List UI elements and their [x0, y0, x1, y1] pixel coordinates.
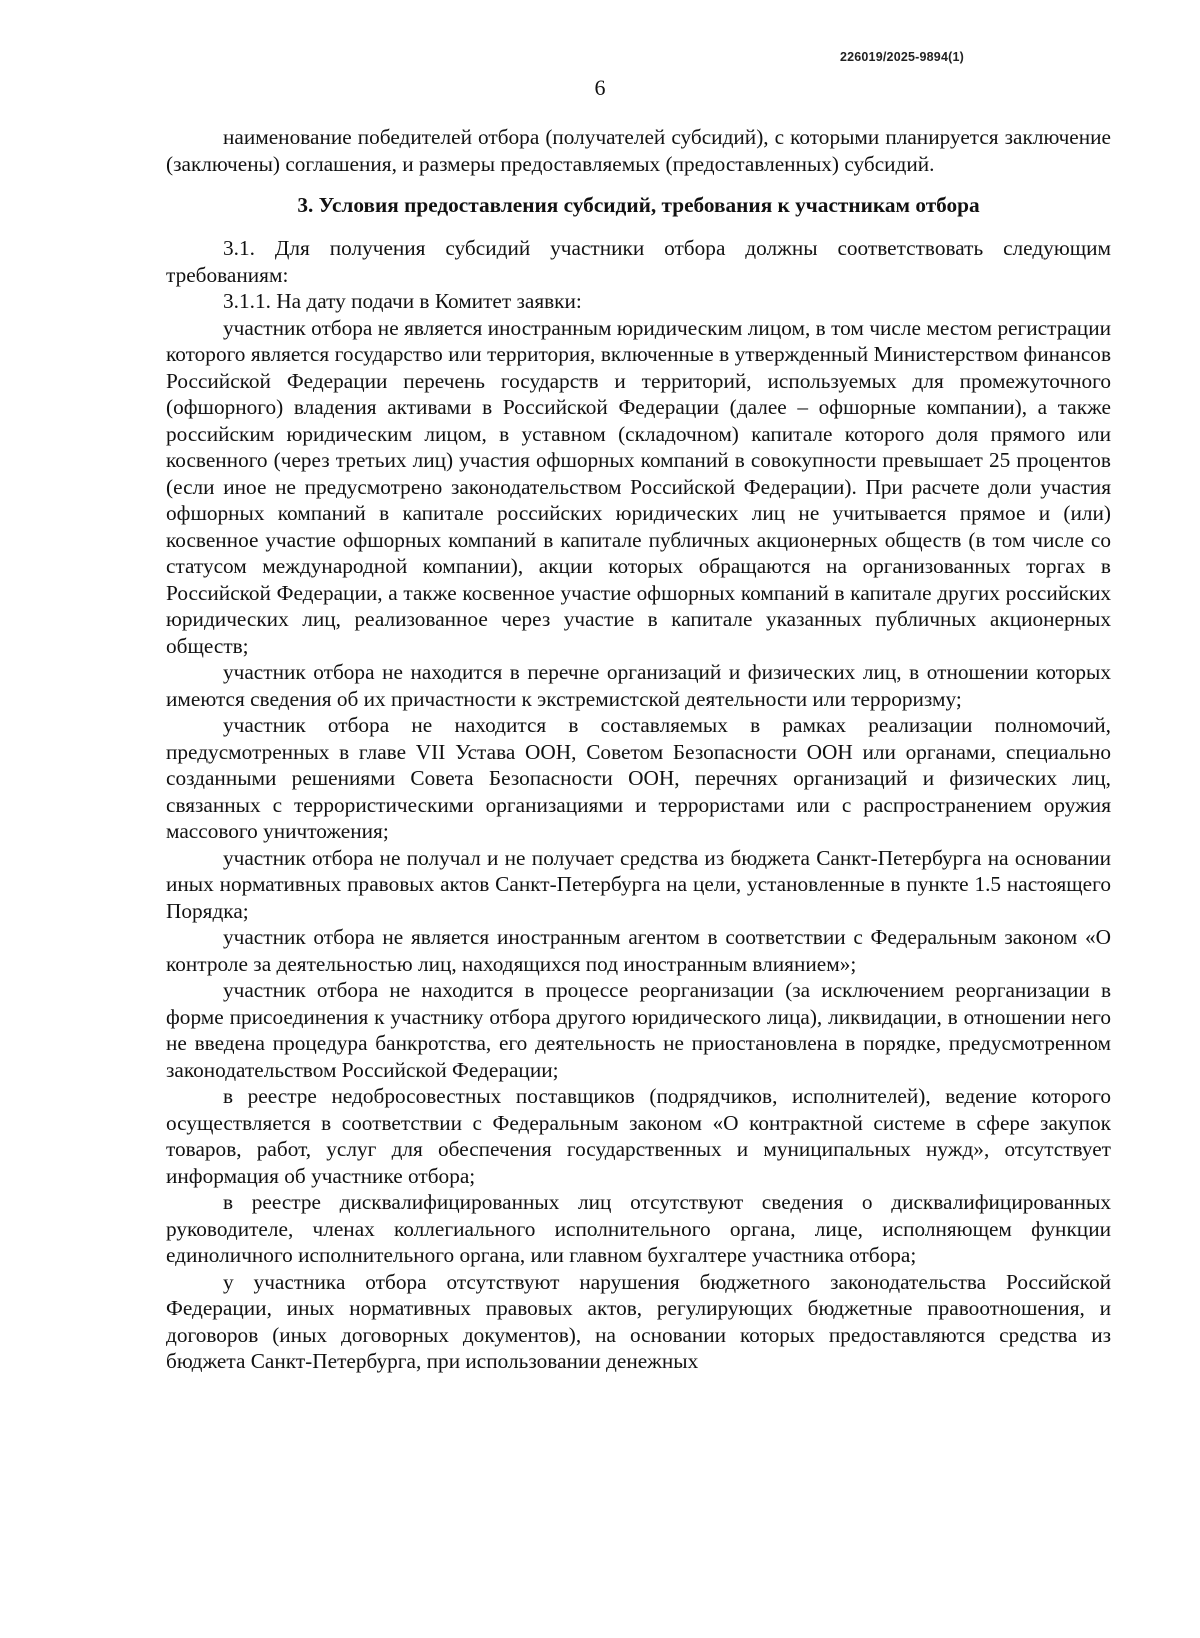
paragraph-un-sanctions-requirement: участник отбора не находится в составляемых в рамках реализации полномочий, предусмотренных в главе VII Устава ООН, Советом Безопасности ООН или органами, специально созданными решениями Совета Безопасности ООН, перечнях организаций и физических лиц, связанных с террористическими организациями и террористами или с распространением оружия массового уничтожения; [166, 713, 1111, 843]
paragraph-3-1-1: 3.1.1. На дату подачи в Комитет заявки: [223, 289, 582, 313]
paragraph-reorganization-requirement: участник отбора не находится в процессе реорганизации (за исключением реорганизации в форме присоединения к участнику отбора другого юридического лица), ликвидации, в отношении него не введена процедура банкротства, его деятельность не приостановлена в порядке, предусмотренном законодательством Российской Федерации; [166, 978, 1111, 1082]
paragraph-3-1: 3.1. Для получения субсидий участники отбора должны соответствовать следующим требованиям: [166, 236, 1111, 287]
document-body [166, 124, 1111, 1375]
paragraph-budget-violations-requirement: у участника отбора отсутствуют нарушения бюджетного законодательства Российской Федерации, иных нормативных правовых актов, регулирующих бюджетные правоотношения, и договоров (иных договорных документов), на основании которых предоставляются средства из бюджета Санкт-Петербурга, при использовании денежных [166, 1269, 1111, 1373]
document-registration-number: 226019/2025-9894(1) [839, 50, 964, 64]
paragraph-extremism-requirement: участник отбора не находится в перечне организаций и физических лиц, в отношении которых имеются сведения об их причастности к экстремистской деятельности или терроризму; [166, 660, 1111, 711]
intro-paragraph: наименование победителей отбора (получателей субсидий), с которыми планируется заключение (заключены) соглашения, и размеры предоставляемых (предоставленных) субсидий. [166, 125, 1111, 176]
paragraph-foreign-agent-requirement: участник отбора не является иностранным агентом в соответствии с Федеральным законом «О контроле за деятельностью лиц, находящихся под иностранным влиянием»; [166, 925, 1111, 976]
paragraph-budget-funds-requirement: участник отбора не получал и не получает средства из бюджета Санкт-Петербурга на основании иных нормативных правовых актов Санкт-Петербурга на цели, установленные в пункте 1.5 настоящего Порядка; [166, 845, 1111, 923]
page-number: 6 [594, 75, 606, 100]
paragraph-unfair-suppliers-requirement: в реестре недобросовестных поставщиков (подрядчиков, исполнителей), ведение которого осуществляется в соответствии с Федеральным законом «О контрактной системе в сфере закупок товаров, работ, услуг для обеспечения государственных и муниципальных нужд», отсутствует информация об участнике отбора; [166, 1084, 1111, 1188]
section-heading: 3. Условия предоставления субсидий, требования к участникам отбора [297, 193, 980, 217]
paragraph-offshore-requirement: участник отбора не является иностранным юридическим лицом, в том числе местом регистрации которого является государство или территория, включенные в утвержденный Министерством финансов Российской Федерации перечень государств и территорий, используемых для промежуточного (офшорного) владения активами в Российской Федерации (далее – офшорные компании), а также российским юридическим лицом, в уставном (складочном) капитале которого доля прямого или косвенного (через третьих лиц) участия офшорных компаний в совокупности превышает 25 процентов (если иное не предусмотрено законодательством Российской Федерации). При расчете доли участия офшорных компаний в капитале российских юридических лиц не учитывается прямое и (или) косвенное участие офшорных компаний в капитале публичных акционерных обществ (в том числе со статусом международной компании), акции которых обращаются на организованных торгах в Российской Федерации, а также косвенное участие офшорных компаний в капитале других российских юридических лиц, реализованное через участие в капитале указанных публичных акционерных обществ; [166, 315, 1111, 658]
paragraph-disqualified-persons-requirement: в реестре дисквалифицированных лиц отсутствуют сведения о дисквалифицированных руководителе, членах коллегиального исполнительного органа, лице, исполняющем функции единоличного исполнительного органа, или главном бухгалтере участника отбора; [166, 1190, 1111, 1267]
